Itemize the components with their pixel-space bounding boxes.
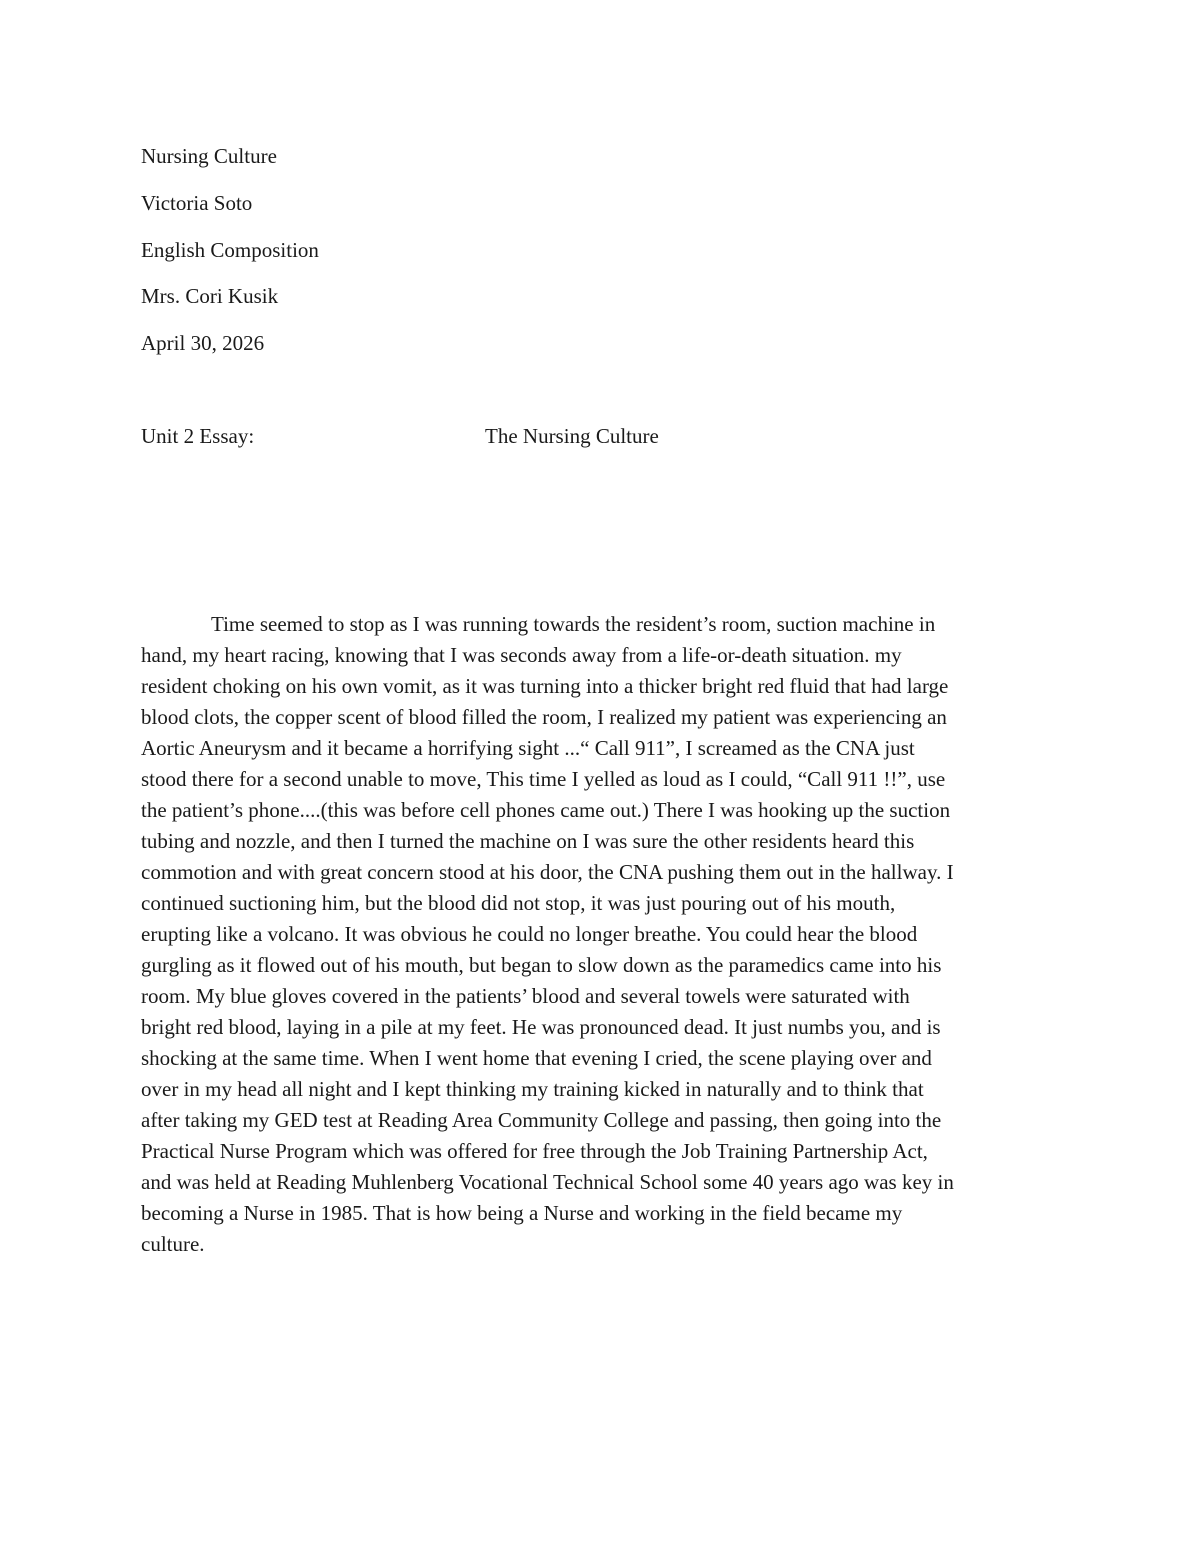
- paragraph-line: shocking at the same time. When I went home that evening I cried, the scene playing over and: [141, 1046, 932, 1070]
- document-title: Nursing Culture: [141, 144, 277, 168]
- paragraph-line: and was held at Reading Muhlenberg Vocational Technical School some 40 years ago was key in: [141, 1170, 954, 1194]
- instructor-name: Mrs. Cori Kusik: [141, 284, 279, 308]
- paragraph-line: after taking my GED test at Reading Area Community College and passing, then going into the: [141, 1108, 942, 1132]
- paragraph-line: hand, my heart racing, knowing that I was seconds away from a life-or-death situation. my: [141, 643, 902, 667]
- paragraph-line: bright red blood, laying in a pile at my feet. He was pronounced dead. It just numbs you, and is: [141, 1015, 941, 1039]
- paragraph-line: [141, 609, 1061, 640]
- document-date: April 30, 2026: [141, 331, 265, 355]
- paragraph-line: room. My blue gloves covered in the patients’ blood and several towels were saturated with: [141, 984, 910, 1008]
- paragraph-line: commotion and with great concern stood at his door, the CNA pushing them out in the hallway. I: [141, 860, 954, 884]
- paragraph-line: blood clots, the copper scent of blood filled the room, I realized my patient was experiencing an: [141, 705, 947, 729]
- paragraph-line: the patient’s phone....(this was before cell phones came out.) There I was hooking up the suction: [141, 798, 951, 822]
- paragraph-line: tubing and nozzle, and then I turned the machine on I was sure the other residents heard this: [141, 829, 915, 853]
- author-name: Victoria Soto: [141, 191, 253, 215]
- paragraph-line: culture.: [141, 1232, 205, 1256]
- essay-body-paragraph: [141, 609, 1061, 1260]
- paragraph-line: Practical Nurse Program which was offered for free through the Job Training Partnership Act,: [141, 1139, 928, 1163]
- paragraph-line: stood there for a second unable to move, This time I yelled as loud as I could, “Call 911 !!”, use: [141, 767, 946, 791]
- paragraph-line: erupting like a volcano. It was obvious he could no longer breathe. You could hear the blood: [141, 922, 918, 946]
- paragraph-line: Aortic Aneurysm and it became a horrifying sight ...“ Call 911”, I screamed as the CNA just: [141, 736, 915, 760]
- paragraph-line: becoming a Nurse in 1985. That is how being a Nurse and working in the field became my: [141, 1201, 903, 1225]
- paragraph-line: gurgling as it flowed out of his mouth, but began to slow down as the paramedics came into his: [141, 953, 942, 977]
- paragraph-line-text: Time seemed to stop as I was running towards the resident’s room, suction machine in: [211, 612, 936, 636]
- essay-title: The Nursing Culture: [485, 424, 659, 448]
- essay-label: Unit 2 Essay:: [141, 424, 255, 448]
- course-name: English Composition: [141, 238, 319, 262]
- paragraph-line: continued suctioning him, but the blood did not stop, it was just pouring out of his mouth,: [141, 891, 896, 915]
- paragraph-line: over in my head all night and I kept thinking my training kicked in naturally and to think that: [141, 1077, 924, 1101]
- paragraph-line: resident choking on his own vomit, as it was turning into a thicker bright red fluid that had large: [141, 674, 949, 698]
